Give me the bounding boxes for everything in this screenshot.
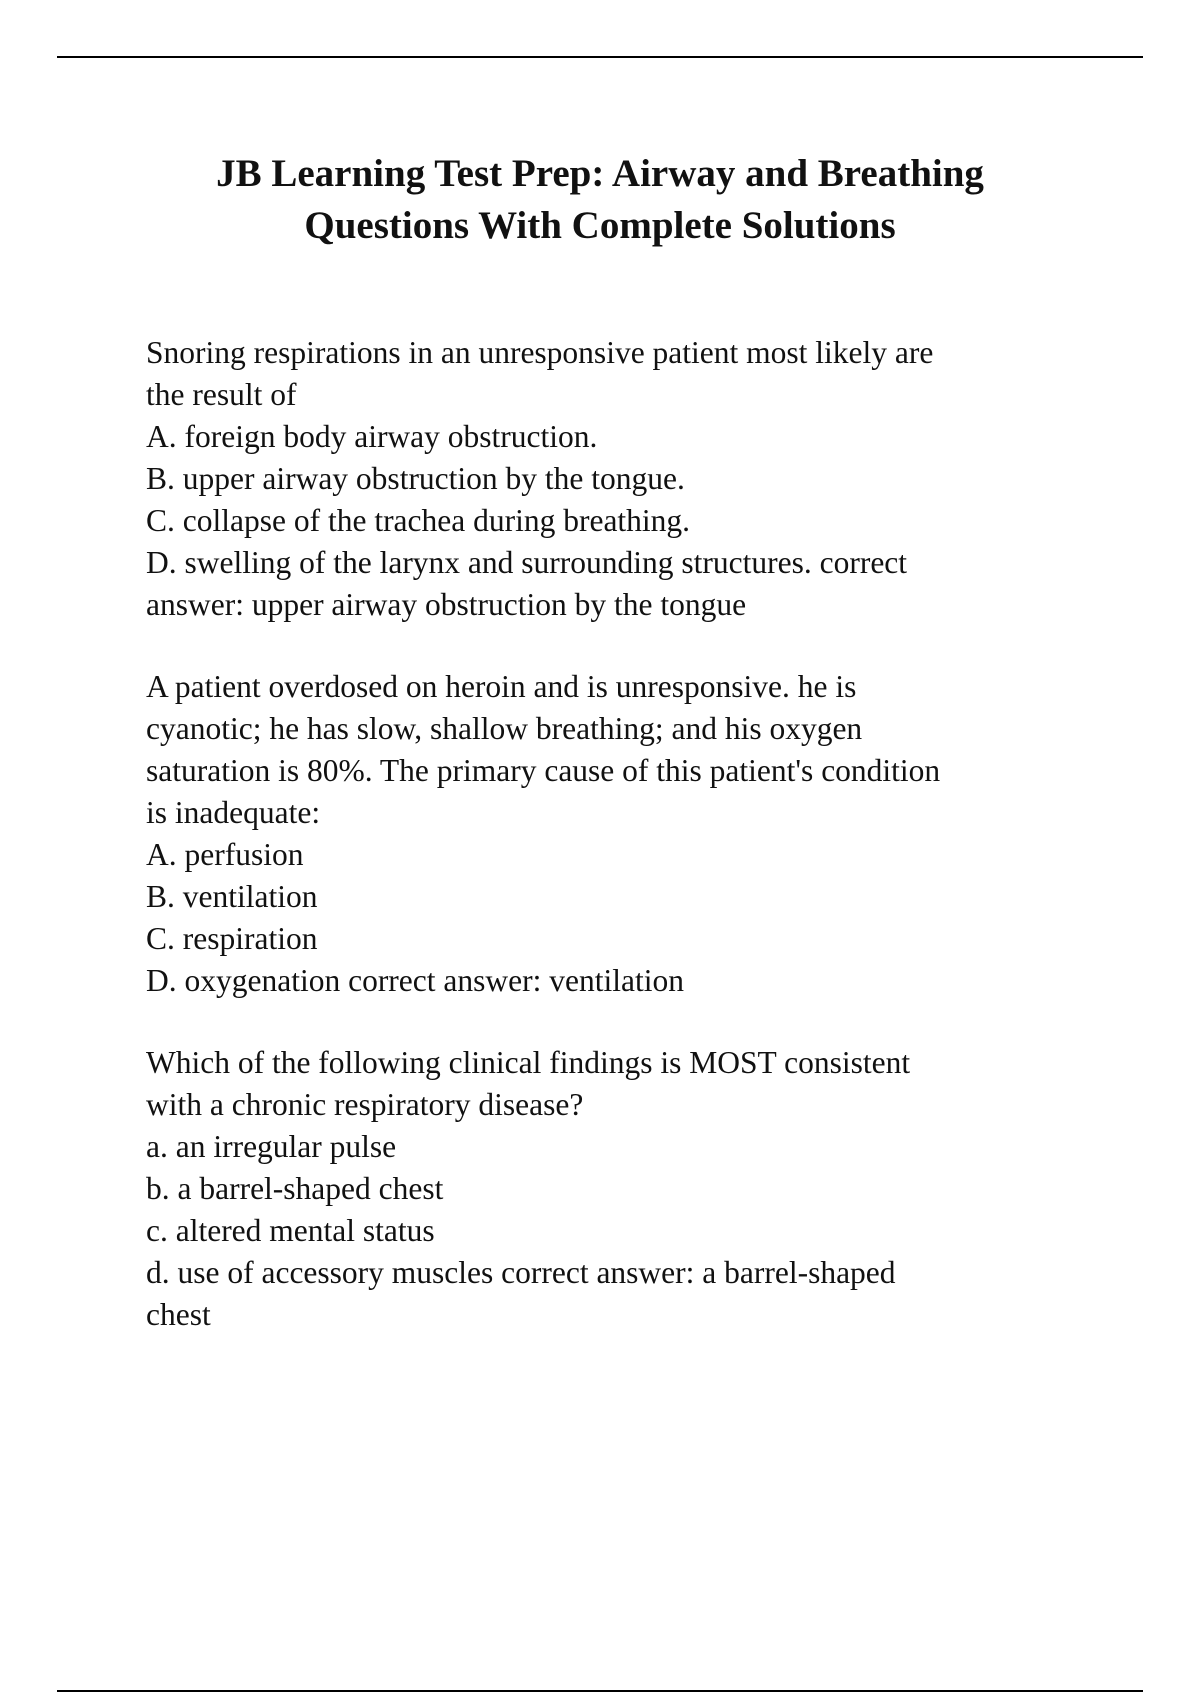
bottom-divider <box>57 1690 1143 1692</box>
question-line: Snoring respirations in an unresponsive patient most likely are <box>146 335 934 370</box>
question-text <box>146 1042 1076 1336</box>
correct-answer: answer: upper airway obstruction by the tongue <box>146 587 747 622</box>
question-2 <box>146 666 1076 1002</box>
answer-option: c. altered mental status <box>146 1213 435 1248</box>
answer-option: B. upper airway obstruction by the tongue. <box>146 461 685 496</box>
answer-option: B. ventilation <box>146 879 318 914</box>
question-text <box>146 332 1076 626</box>
answer-option: D. swelling of the larynx and surrounding structures. correct <box>146 545 908 580</box>
question-1 <box>146 332 1076 626</box>
answer-option: A. foreign body airway obstruction. <box>146 419 598 454</box>
answer-option: A. perfusion <box>146 837 304 872</box>
question-line: saturation is 80%. The primary cause of this patient's condition <box>146 753 941 788</box>
question-text <box>146 666 1076 1002</box>
question-line: cyanotic; he has slow, shallow breathing; and his oxygen <box>146 711 863 746</box>
answer-option: C. respiration <box>146 921 318 956</box>
answer-option: a. an irregular pulse <box>146 1129 397 1164</box>
top-divider <box>57 56 1143 58</box>
question-line: is inadequate: <box>146 795 321 830</box>
question-line: with a chronic respiratory disease? <box>146 1087 584 1122</box>
question-line: A patient overdosed on heroin and is unresponsive. he is <box>146 669 857 704</box>
document-title <box>100 148 1100 252</box>
answer-option: b. a barrel-shaped chest <box>146 1171 444 1206</box>
question-line: the result of <box>146 377 297 412</box>
document-body <box>146 332 1076 1376</box>
answer-option: C. collapse of the trachea during breathing. <box>146 503 691 538</box>
question-3 <box>146 1042 1076 1336</box>
title-line: JB Learning Test Prep: Airway and Breathing <box>216 152 984 195</box>
correct-answer: D. oxygenation correct answer: ventilation <box>146 963 684 998</box>
question-line: Which of the following clinical findings is MOST consistent <box>146 1045 911 1080</box>
correct-answer: chest <box>146 1297 211 1332</box>
answer-option: d. use of accessory muscles correct answer: a barrel-shaped <box>146 1255 896 1290</box>
title-line: Questions With Complete Solutions <box>304 204 896 247</box>
